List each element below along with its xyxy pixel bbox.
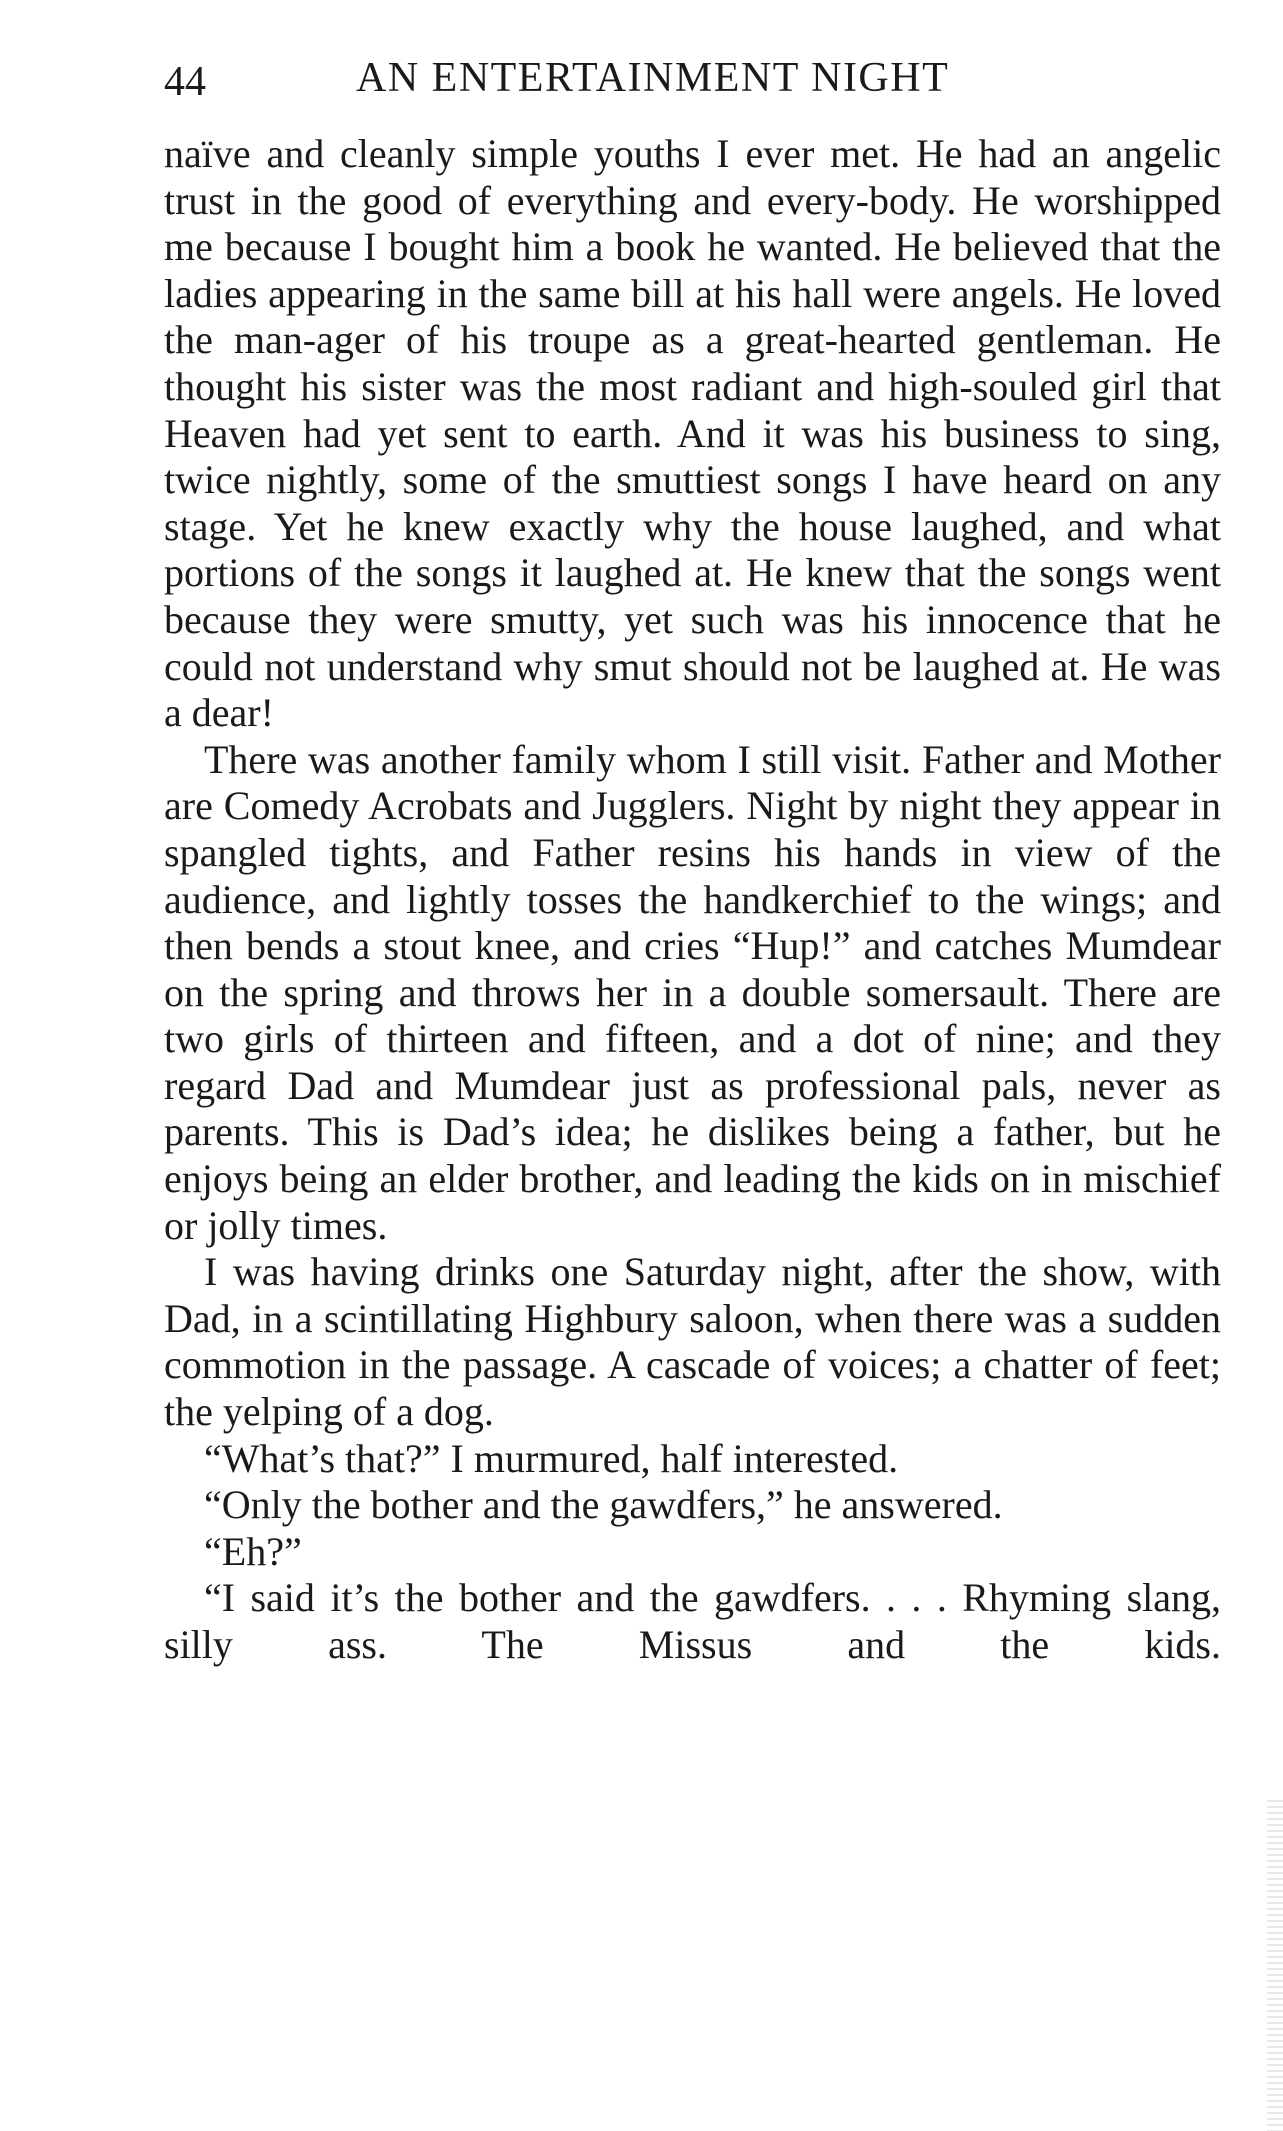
paragraph-saturday-night: I was having drinks one Saturday night, after the show, with Dad, in a scintillating Highbury saloon, when there was a sudden commotion in the passage. A cascade of voices; a chatter of feet; the yelping of a dog. <box>164 1249 1221 1435</box>
body-text <box>164 131 1221 1669</box>
page-number: 44 <box>164 59 206 105</box>
paragraph-innocent-youth: naïve and cleanly simple youths I ever met. He had an angelic trust in the good of everything and every-body. He worshipped me because I bought him a book he wanted. He believed that the ladies appearing in the same bill at his hall were angels. He loved the man-ager of his troupe as a great-hearted gentleman. He thought his sister was the most radiant and high-souled girl that Heaven had yet sent to earth. And it was his business to sing, twice nightly, some of the smuttiest songs I have heard on any stage. Yet he knew exactly why the house laughed, and what portions of the songs it laughed at. He knew that the songs went because they were smutty, yet such was his innocence that he could not understand why smut should not be laughed at. He was a dear! <box>164 131 1221 736</box>
dialogue-rhyming-slang: “I said it’s the bother and the gawdfers. . . . Rhyming slang, silly ass. The Missus and the kids. <box>164 1575 1221 1667</box>
dialogue-only-the-bother: “Only the bother and the gawdfers,” he answered. <box>204 1482 1003 1528</box>
page-header <box>164 50 1224 106</box>
paragraph-acrobat-family: There was another family whom I still visit. Father and Mother are Comedy Acrobats and Jugglers. Night by night they appear in spangled tights, and Father resins his hands in view of the audience, and lightly tosses the handkerchief to the wings; and then bends a stout knee, and cries “Hup!” and catches Mumdear on the spring and throws her in a double somersault. There are two girls of thirteen and fifteen, and a dot of nine; and they regard Dad and Mumdear just as professional pals, never as parents. This is Dad’s idea; he dislikes being a father, but he enjoys being an elder brother, and leading the kids on in mischief or jolly times. <box>164 736 1221 1248</box>
dialogue-eh: “Eh?” <box>204 1528 302 1574</box>
dialogue-whats-that: “What’s that?” I murmured, half interested. <box>204 1435 899 1481</box>
page-edge-texture <box>1267 1800 1283 2131</box>
running-head: AN ENTERTAINMENT NIGHT <box>356 55 950 101</box>
